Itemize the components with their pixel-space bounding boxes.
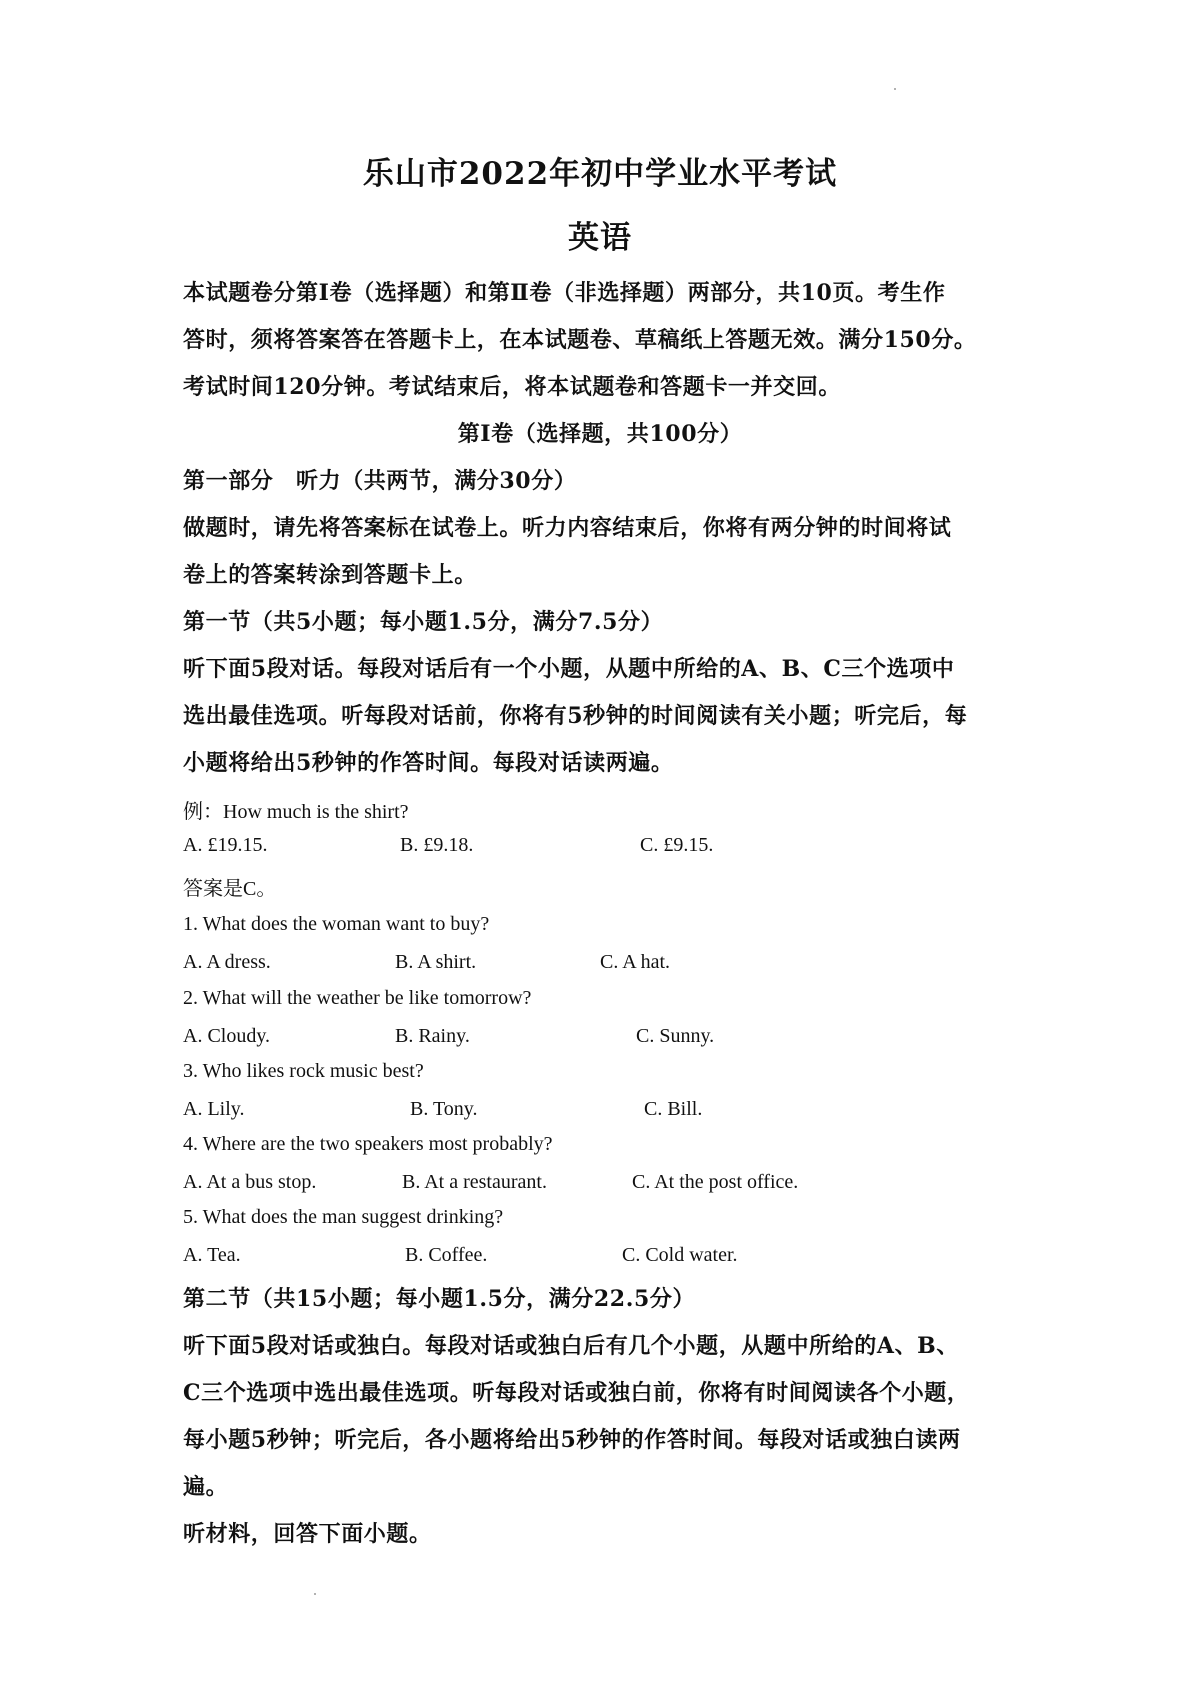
question-4: 4. Where are the two speakers most probably? — [183, 1133, 553, 1155]
question-2-option-b: B. Rainy. — [395, 1025, 470, 1047]
question-1: 1. What does the woman want to buy? — [183, 913, 490, 935]
example-option-b: B. £9.18. — [400, 834, 474, 856]
section2-heading: 第二节（共15小题；每小题1.5分，满分22.5分） — [183, 1286, 696, 1312]
section2-directions-line: C三个选项中选出最佳选项。听每段对话或独白前，你将有时间阅读各个小题， — [183, 1380, 970, 1406]
question-2-option-a: A. Cloudy. — [183, 1025, 271, 1047]
scan-speck — [314, 1593, 316, 1595]
exam-subject: 英语 — [568, 220, 632, 256]
part1-directions-line: 做题时，请先将答案标在试卷上。听力内容结束后，你将有两分钟的时间将试 — [183, 515, 952, 541]
example-option-c: C. £9.15. — [640, 834, 714, 856]
question-5-option-a: A. Tea. — [183, 1244, 241, 1266]
part1-directions-line: 卷上的答案转涂到答题卡上。 — [183, 562, 477, 588]
question-3: 3. Who likes rock music best? — [183, 1060, 424, 1082]
section1-directions-line: 听下面5段对话。每段对话后有一个小题，从题中所给的A、B、C三个选项中 — [183, 656, 955, 682]
example-answer: 答案是C。 — [183, 878, 277, 900]
section1-directions-line: 选出最佳选项。听每段对话前，你将有5秒钟的时间阅读有关小题；听完后，每 — [183, 703, 968, 729]
question-2-option-c: C. Sunny. — [636, 1025, 715, 1047]
section1-heading: 第一节（共5小题；每小题1.5分，满分7.5分） — [183, 609, 664, 635]
section1-directions-line: 小题将给出5秒钟的作答时间。每段对话读两遍。 — [183, 750, 674, 776]
question-3-option-b: B. Tony. — [410, 1098, 478, 1120]
section2-directions-line: 听下面5段对话或独白。每段对话或独白后有几个小题，从题中所给的A、B、 — [183, 1333, 959, 1359]
question-3-option-a: A. Lily. — [183, 1098, 245, 1120]
instructions-line: 考试时间120分钟。考试结束后，将本试题卷和答题卡一并交回。 — [183, 374, 841, 400]
example-question: 例：How much is the shirt? — [183, 801, 409, 823]
question-4-option-b: B. At a restaurant. — [402, 1171, 547, 1193]
scan-speck — [894, 88, 896, 90]
question-1-option-c: C. A hat. — [600, 951, 671, 973]
question-4-option-a: A. At a bus stop. — [183, 1171, 317, 1193]
instructions-line: 本试题卷分第Ⅰ卷（选择题）和第Ⅱ卷（非选择题）两部分，共10页。考生作 — [183, 280, 946, 306]
question-5-option-b: B. Coffee. — [405, 1244, 488, 1266]
example-option-a: A. £19.15. — [183, 834, 268, 856]
question-1-option-a: A. A dress. — [183, 951, 271, 973]
instructions-line: 答时，须将答案答在答题卡上，在本试题卷、草稿纸上答题无效。满分150分。 — [183, 327, 977, 353]
question-3-option-c: C. Bill. — [644, 1098, 703, 1120]
volume-heading: 第Ⅰ卷（选择题，共100分） — [457, 421, 743, 447]
exam-title: 乐山市2022年初中学业水平考试 — [362, 156, 838, 192]
part1-heading: 第一部分 听力（共两节，满分30分） — [183, 468, 577, 494]
question-1-option-b: B. A shirt. — [395, 951, 477, 973]
question-5-option-c: C. Cold water. — [622, 1244, 738, 1266]
section2-directions-line: 每小题5秒钟；听完后，各小题将给出5秒钟的作答时间。每段对话或独白读两 — [183, 1427, 961, 1453]
question-2: 2. What will the weather be like tomorrow? — [183, 987, 532, 1009]
question-4-option-c: C. At the post office. — [632, 1171, 799, 1193]
section2-directions-line: 遍。 — [183, 1474, 229, 1500]
question-5: 5. What does the man suggest drinking? — [183, 1206, 504, 1228]
listening-prompt: 听材料，回答下面小题。 — [183, 1521, 432, 1547]
